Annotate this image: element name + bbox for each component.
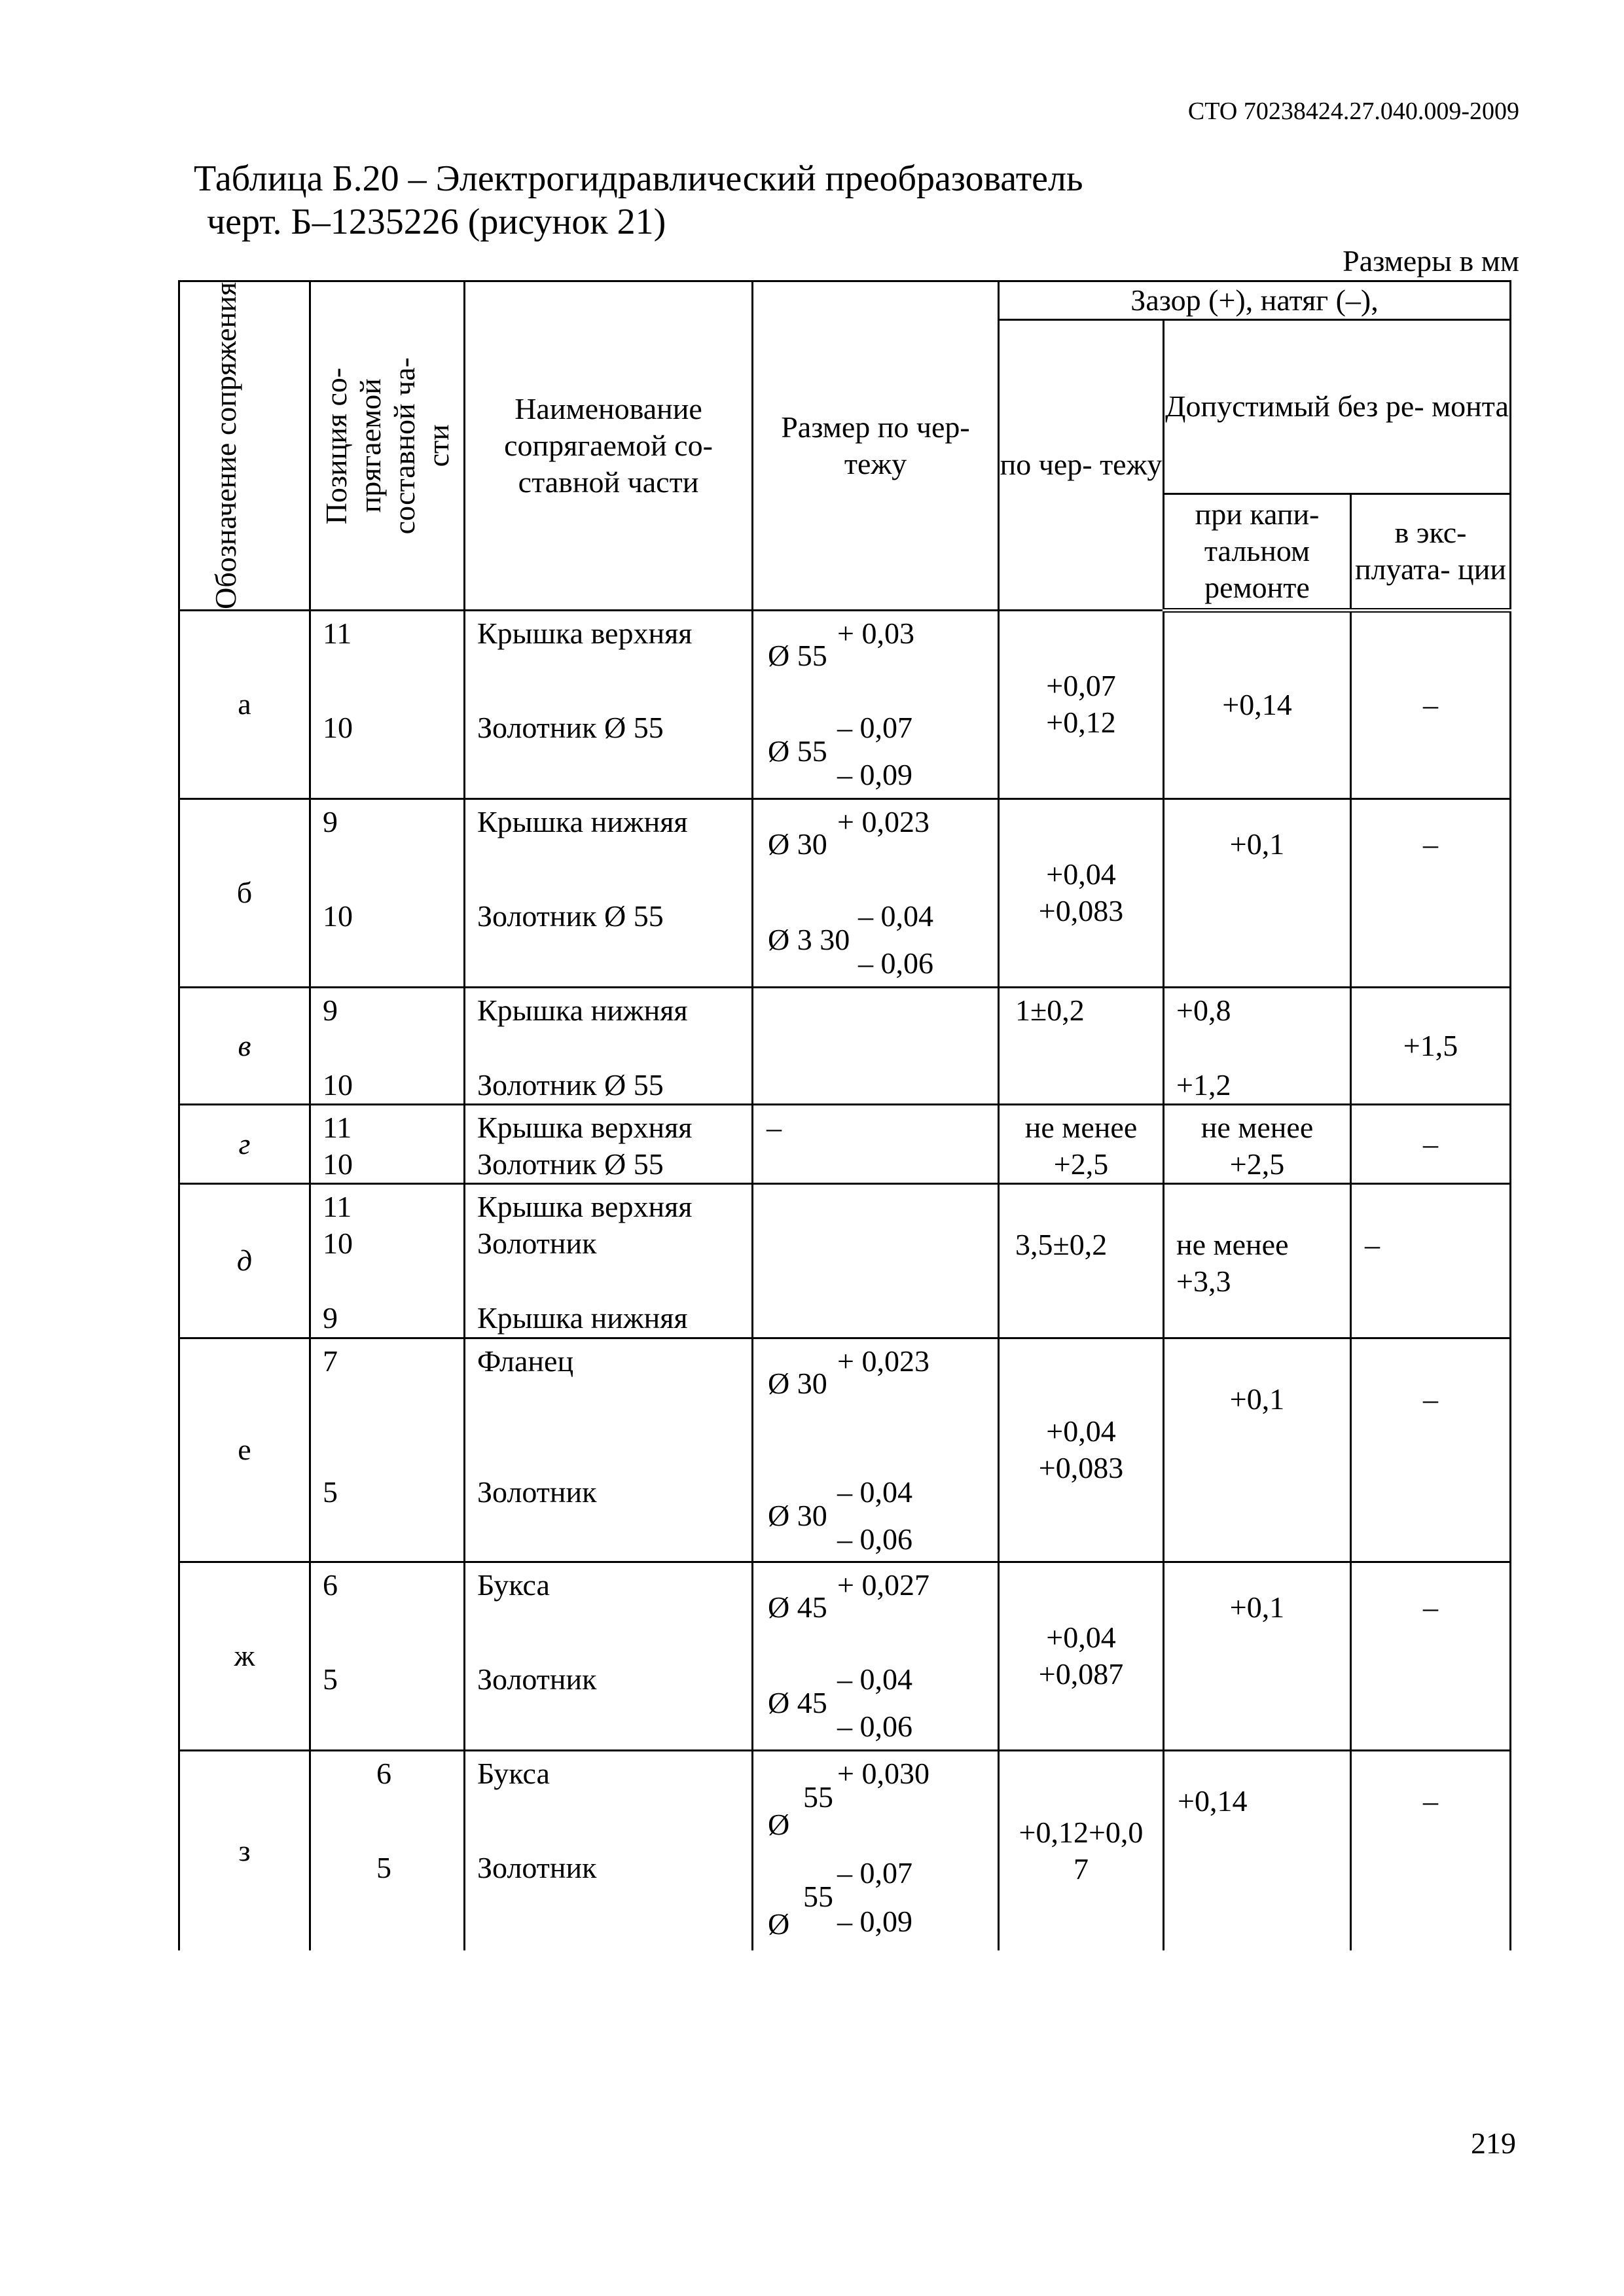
capital-cell: +0,8 +1,2 (1164, 987, 1351, 1104)
position-cell: 7 5 (310, 1338, 465, 1562)
designation-cell: д (179, 1183, 310, 1338)
by-drawing-cell: +0,04 +0,083 (999, 798, 1164, 987)
capital-cell: +0,1 (1164, 798, 1351, 987)
size-cell: + 0,03 Ø 55 – 0,07 Ø 55 – 0,09 (753, 610, 999, 798)
capital-cell: +0,1 (1164, 1562, 1351, 1750)
designation-cell: а (179, 610, 310, 798)
capital-cell: не менее +3,3 (1164, 1183, 1351, 1338)
operation-cell: – (1351, 1338, 1511, 1562)
table-title-line2: черт. Б–1235226 (рисунок 21) (207, 202, 666, 242)
position-cell: 9 10 (310, 987, 465, 1104)
table-row (179, 1104, 1511, 1183)
position-cell: 6 5 (310, 1750, 465, 1950)
capital-cell: +0,14 (1164, 610, 1351, 798)
by-drawing-cell: +0,12+0,0 7 (999, 1750, 1164, 1950)
table-row (179, 610, 1511, 798)
operation-cell: – (1351, 610, 1511, 798)
header-gap-group: Зазор (+), натяг (–), (999, 281, 1511, 320)
size-cell: + 0,030 55 Ø – 0,07 55 Ø – 0,09 (753, 1750, 999, 1950)
by-drawing-cell: не менее +2,5 (999, 1104, 1164, 1183)
operation-cell: – (1351, 1750, 1511, 1950)
header-capital-repair: при капи- тальном ремонте (1164, 493, 1351, 610)
table-row (179, 1562, 1511, 1750)
size-cell (753, 987, 999, 1104)
operation-cell: – (1351, 1104, 1511, 1183)
designation-cell: з (179, 1750, 310, 1950)
table-row (179, 987, 1511, 1104)
table-title-line1: Таблица Б.20 – Электрогидравлический преобразователь (194, 158, 1083, 199)
header-designation: Обозначение сопряжения (179, 281, 310, 611)
table-row (179, 1750, 1511, 1950)
table-row (179, 1338, 1511, 1562)
by-drawing-cell: +0,04 +0,087 (999, 1562, 1164, 1750)
header-name: Наименование сопрягаемой со- ставной части (465, 281, 753, 611)
page-number: 219 (1471, 2126, 1516, 2160)
name-cell: Букса Золотник (465, 1750, 753, 1950)
name-cell: Крышка верхняя Золотник Ø 55 (465, 610, 753, 798)
name-cell: Крышка нижняя Золотник Ø 55 (465, 987, 753, 1104)
header-by-drawing: по чер- тежу (999, 320, 1164, 611)
capital-cell: +0,14 (1164, 1750, 1351, 1950)
header-allowed-group: Допустимый без ре- монта (1164, 320, 1511, 494)
header-operation: в экс- плуата- ции (1351, 493, 1511, 610)
name-cell: Фланец Золотник (465, 1338, 753, 1562)
operation-cell: – (1351, 798, 1511, 987)
by-drawing-cell: 1±0,2 (999, 987, 1164, 1104)
position-cell: 9 10 (310, 798, 465, 987)
operation-cell: – (1351, 1183, 1511, 1338)
table-title (194, 157, 1083, 243)
operation-cell: +1,5 (1351, 987, 1511, 1104)
size-cell: + 0,027 Ø 45 – 0,04 Ø 45 – 0,06 (753, 1562, 999, 1750)
name-cell: Букса Золотник (465, 1562, 753, 1750)
by-drawing-cell: +0,07 +0,12 (999, 610, 1164, 798)
size-cell: + 0,023 Ø 30 – 0,04 Ø 3 30 – 0,06 (753, 798, 999, 987)
capital-cell: +0,1 (1164, 1338, 1351, 1562)
designation-cell: в (179, 987, 310, 1104)
position-cell: 6 5 (310, 1562, 465, 1750)
header-size: Размер по чер- тежу (753, 281, 999, 611)
designation-cell: е (179, 1338, 310, 1562)
size-cell: – (753, 1104, 999, 1183)
document-code: СТО 70238424.27.040.009-2009 (1187, 98, 1519, 125)
by-drawing-cell: +0,04 +0,083 (999, 1338, 1164, 1562)
position-cell: 11 10 9 (310, 1183, 465, 1338)
position-cell: 11 10 (310, 610, 465, 798)
tolerance-table (178, 280, 1511, 1950)
size-cell: + 0,023 Ø 30 – 0,04 Ø 30 – 0,06 (753, 1338, 999, 1562)
by-drawing-cell: 3,5±0,2 (999, 1183, 1164, 1338)
table-row (179, 1183, 1511, 1338)
units-note: Размеры в мм (1343, 244, 1519, 278)
name-cell: Крышка верхняя Золотник Ø 55 (465, 1104, 753, 1183)
size-cell (753, 1183, 999, 1338)
designation-cell: г (179, 1104, 310, 1183)
header-position: Позиция со- прягаемой составной ча- сти (310, 281, 465, 611)
name-cell: Крышка нижняя Золотник Ø 55 (465, 798, 753, 987)
designation-cell: ж (179, 1562, 310, 1750)
table-row (179, 798, 1511, 987)
operation-cell: – (1351, 1562, 1511, 1750)
capital-cell: не менее +2,5 (1164, 1104, 1351, 1183)
name-cell: Крышка верхняя Золотник Крышка нижняя (465, 1183, 753, 1338)
designation-cell: б (179, 798, 310, 987)
position-cell: 11 10 (310, 1104, 465, 1183)
